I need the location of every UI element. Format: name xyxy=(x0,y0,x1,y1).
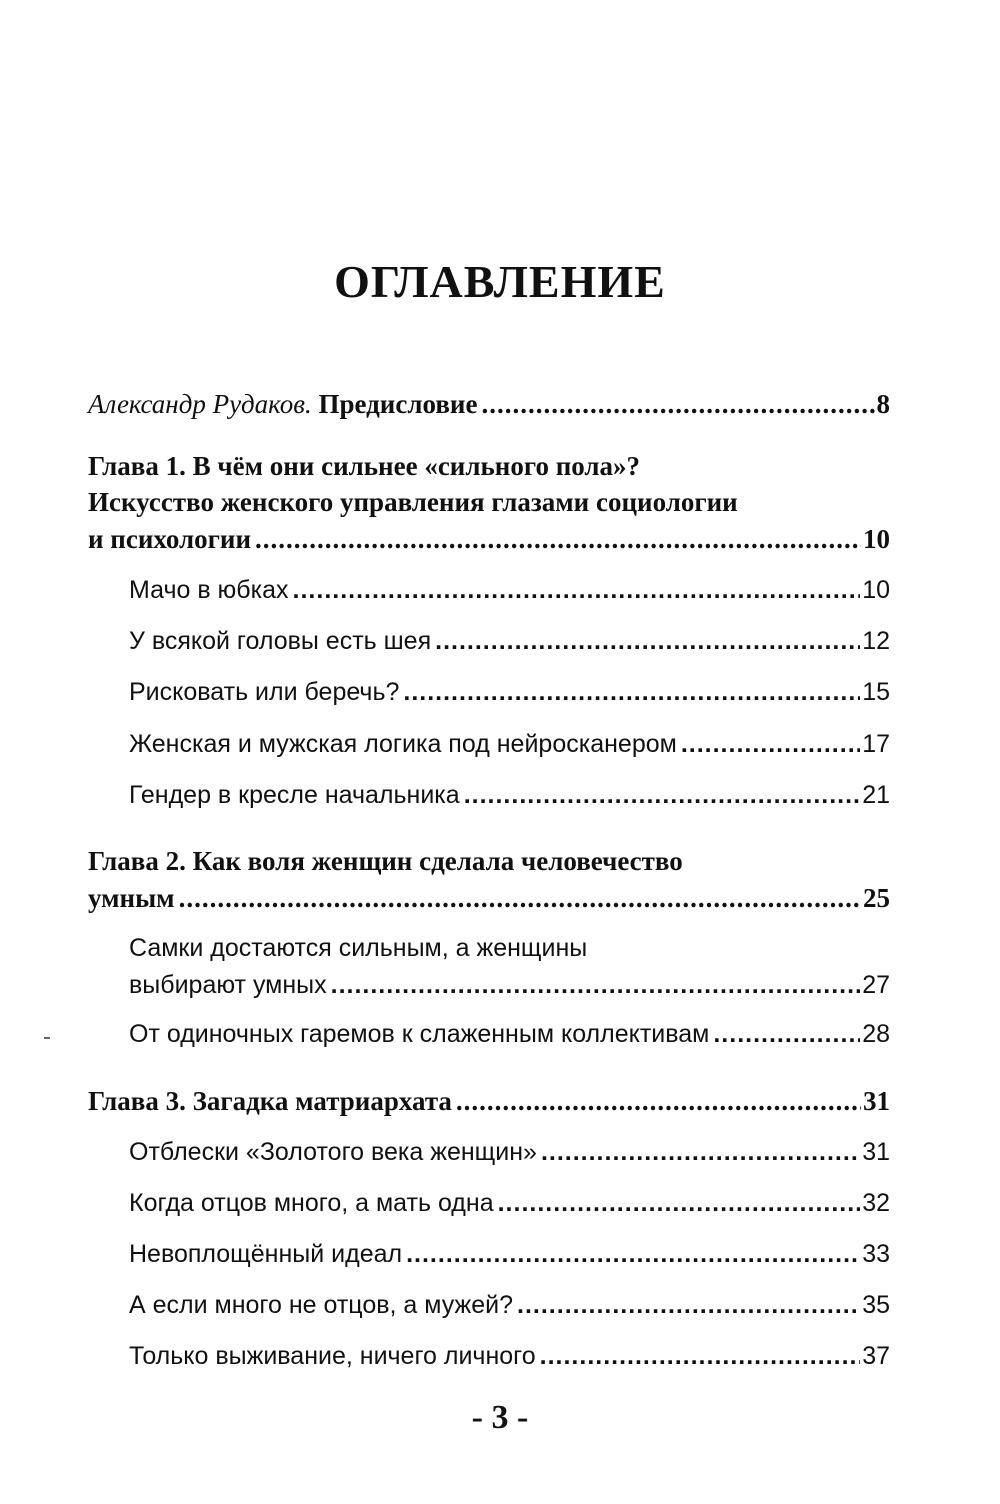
page-ref: 31 xyxy=(863,1086,890,1116)
toc-entry-preface[interactable] xyxy=(88,386,890,423)
page-ref: 10 xyxy=(862,576,890,604)
dot-leader xyxy=(498,1185,861,1222)
toc-entry-section[interactable] xyxy=(129,1185,890,1222)
page-ref: 31 xyxy=(862,1138,890,1166)
chapter-title-line: Глава 3. Загадка матриархата xyxy=(88,1086,452,1116)
dot-leader xyxy=(179,880,861,917)
dot-leader xyxy=(517,1287,860,1324)
toc-entry-section[interactable] xyxy=(129,674,890,711)
page-ref: 37 xyxy=(862,1342,890,1370)
page-ref: 10 xyxy=(863,524,890,554)
section-label: Рисковать или беречь? xyxy=(129,678,400,706)
page-number: - 3 - xyxy=(471,1399,529,1436)
scan-artifact-mark xyxy=(44,1037,50,1039)
preface-label: Предисловие xyxy=(318,389,478,419)
toc-entry-chapter-3[interactable] xyxy=(88,1083,890,1120)
dot-leader xyxy=(403,674,860,711)
page-ref: 17 xyxy=(862,730,890,758)
dot-leader xyxy=(255,521,861,558)
dot-leader xyxy=(331,967,861,1004)
section-label: Гендер в кресле начальника xyxy=(129,781,460,809)
dot-leader xyxy=(541,1134,860,1171)
preface-author: Александр Рудаков. xyxy=(88,389,312,419)
section-label: выбирают умных xyxy=(129,971,327,999)
toc-entry-section[interactable] xyxy=(129,1287,890,1324)
dot-leader xyxy=(435,623,860,660)
toc-entry-section[interactable] xyxy=(129,1236,890,1273)
page-ref: 21 xyxy=(862,781,890,809)
page-ref: 35 xyxy=(862,1291,890,1319)
toc-entry-section[interactable] xyxy=(129,726,890,763)
dot-leader xyxy=(456,1083,861,1120)
toc-entry-section[interactable] xyxy=(129,1134,890,1171)
section-label: Отблески «Золотого века женщин» xyxy=(129,1138,537,1166)
dot-leader xyxy=(293,572,861,609)
dot-leader xyxy=(406,1236,860,1273)
toc-entry-section[interactable] xyxy=(129,777,890,814)
toc-entry-section[interactable] xyxy=(129,1016,890,1053)
toc-entry-chapter-2[interactable] xyxy=(88,843,890,917)
page-ref: 12 xyxy=(862,627,890,655)
section-label: От одиночных гаремов к слаженным коллективам xyxy=(129,1020,710,1048)
section-label: А если много не отцов, а мужей? xyxy=(129,1291,514,1319)
dot-leader xyxy=(713,1016,860,1053)
toc-entry-section[interactable] xyxy=(129,1338,890,1375)
page-ref: 33 xyxy=(862,1240,890,1268)
section-label: Когда отцов много, а мать одна xyxy=(129,1189,494,1217)
page-title: ОГЛАВЛЕНИЕ xyxy=(334,256,666,307)
toc-entry-section[interactable] xyxy=(129,623,890,660)
toc-entry-section[interactable] xyxy=(129,572,890,609)
dot-leader xyxy=(540,1338,861,1375)
toc-entry-section[interactable] xyxy=(129,930,890,1004)
section-label: Только выживание, ничего личного xyxy=(129,1342,536,1370)
chapter-title-line: умным xyxy=(88,883,175,913)
toc-entry-chapter-1[interactable] xyxy=(88,448,890,558)
page-ref: 28 xyxy=(862,1020,890,1048)
page-ref: 25 xyxy=(863,883,890,913)
section-label: Мачо в юбках xyxy=(129,576,289,604)
section-label-line: Самки достаются сильным, а женщины xyxy=(129,934,588,962)
page-ref: 27 xyxy=(862,971,890,999)
chapter-title-line: и психологии xyxy=(88,524,252,554)
section-label: Женская и мужская логика под нейросканером xyxy=(129,730,677,758)
dot-leader xyxy=(481,386,874,423)
dot-leader xyxy=(681,726,860,763)
chapter-title-line: Глава 2. Как воля женщин сделала человечество xyxy=(88,846,683,876)
page-ref: 15 xyxy=(862,678,890,706)
page-ref: 8 xyxy=(876,389,890,419)
section-label: У всякой головы есть шея xyxy=(129,627,432,655)
section-label: Невоплощённый идеал xyxy=(129,1240,403,1268)
chapter-title-line: Глава 1. В чём они сильнее «сильного пола»? xyxy=(88,451,641,481)
dot-leader xyxy=(464,777,860,814)
chapter-title-line: Искусство женского управления глазами социологии xyxy=(88,487,738,517)
page-ref: 32 xyxy=(862,1189,890,1217)
